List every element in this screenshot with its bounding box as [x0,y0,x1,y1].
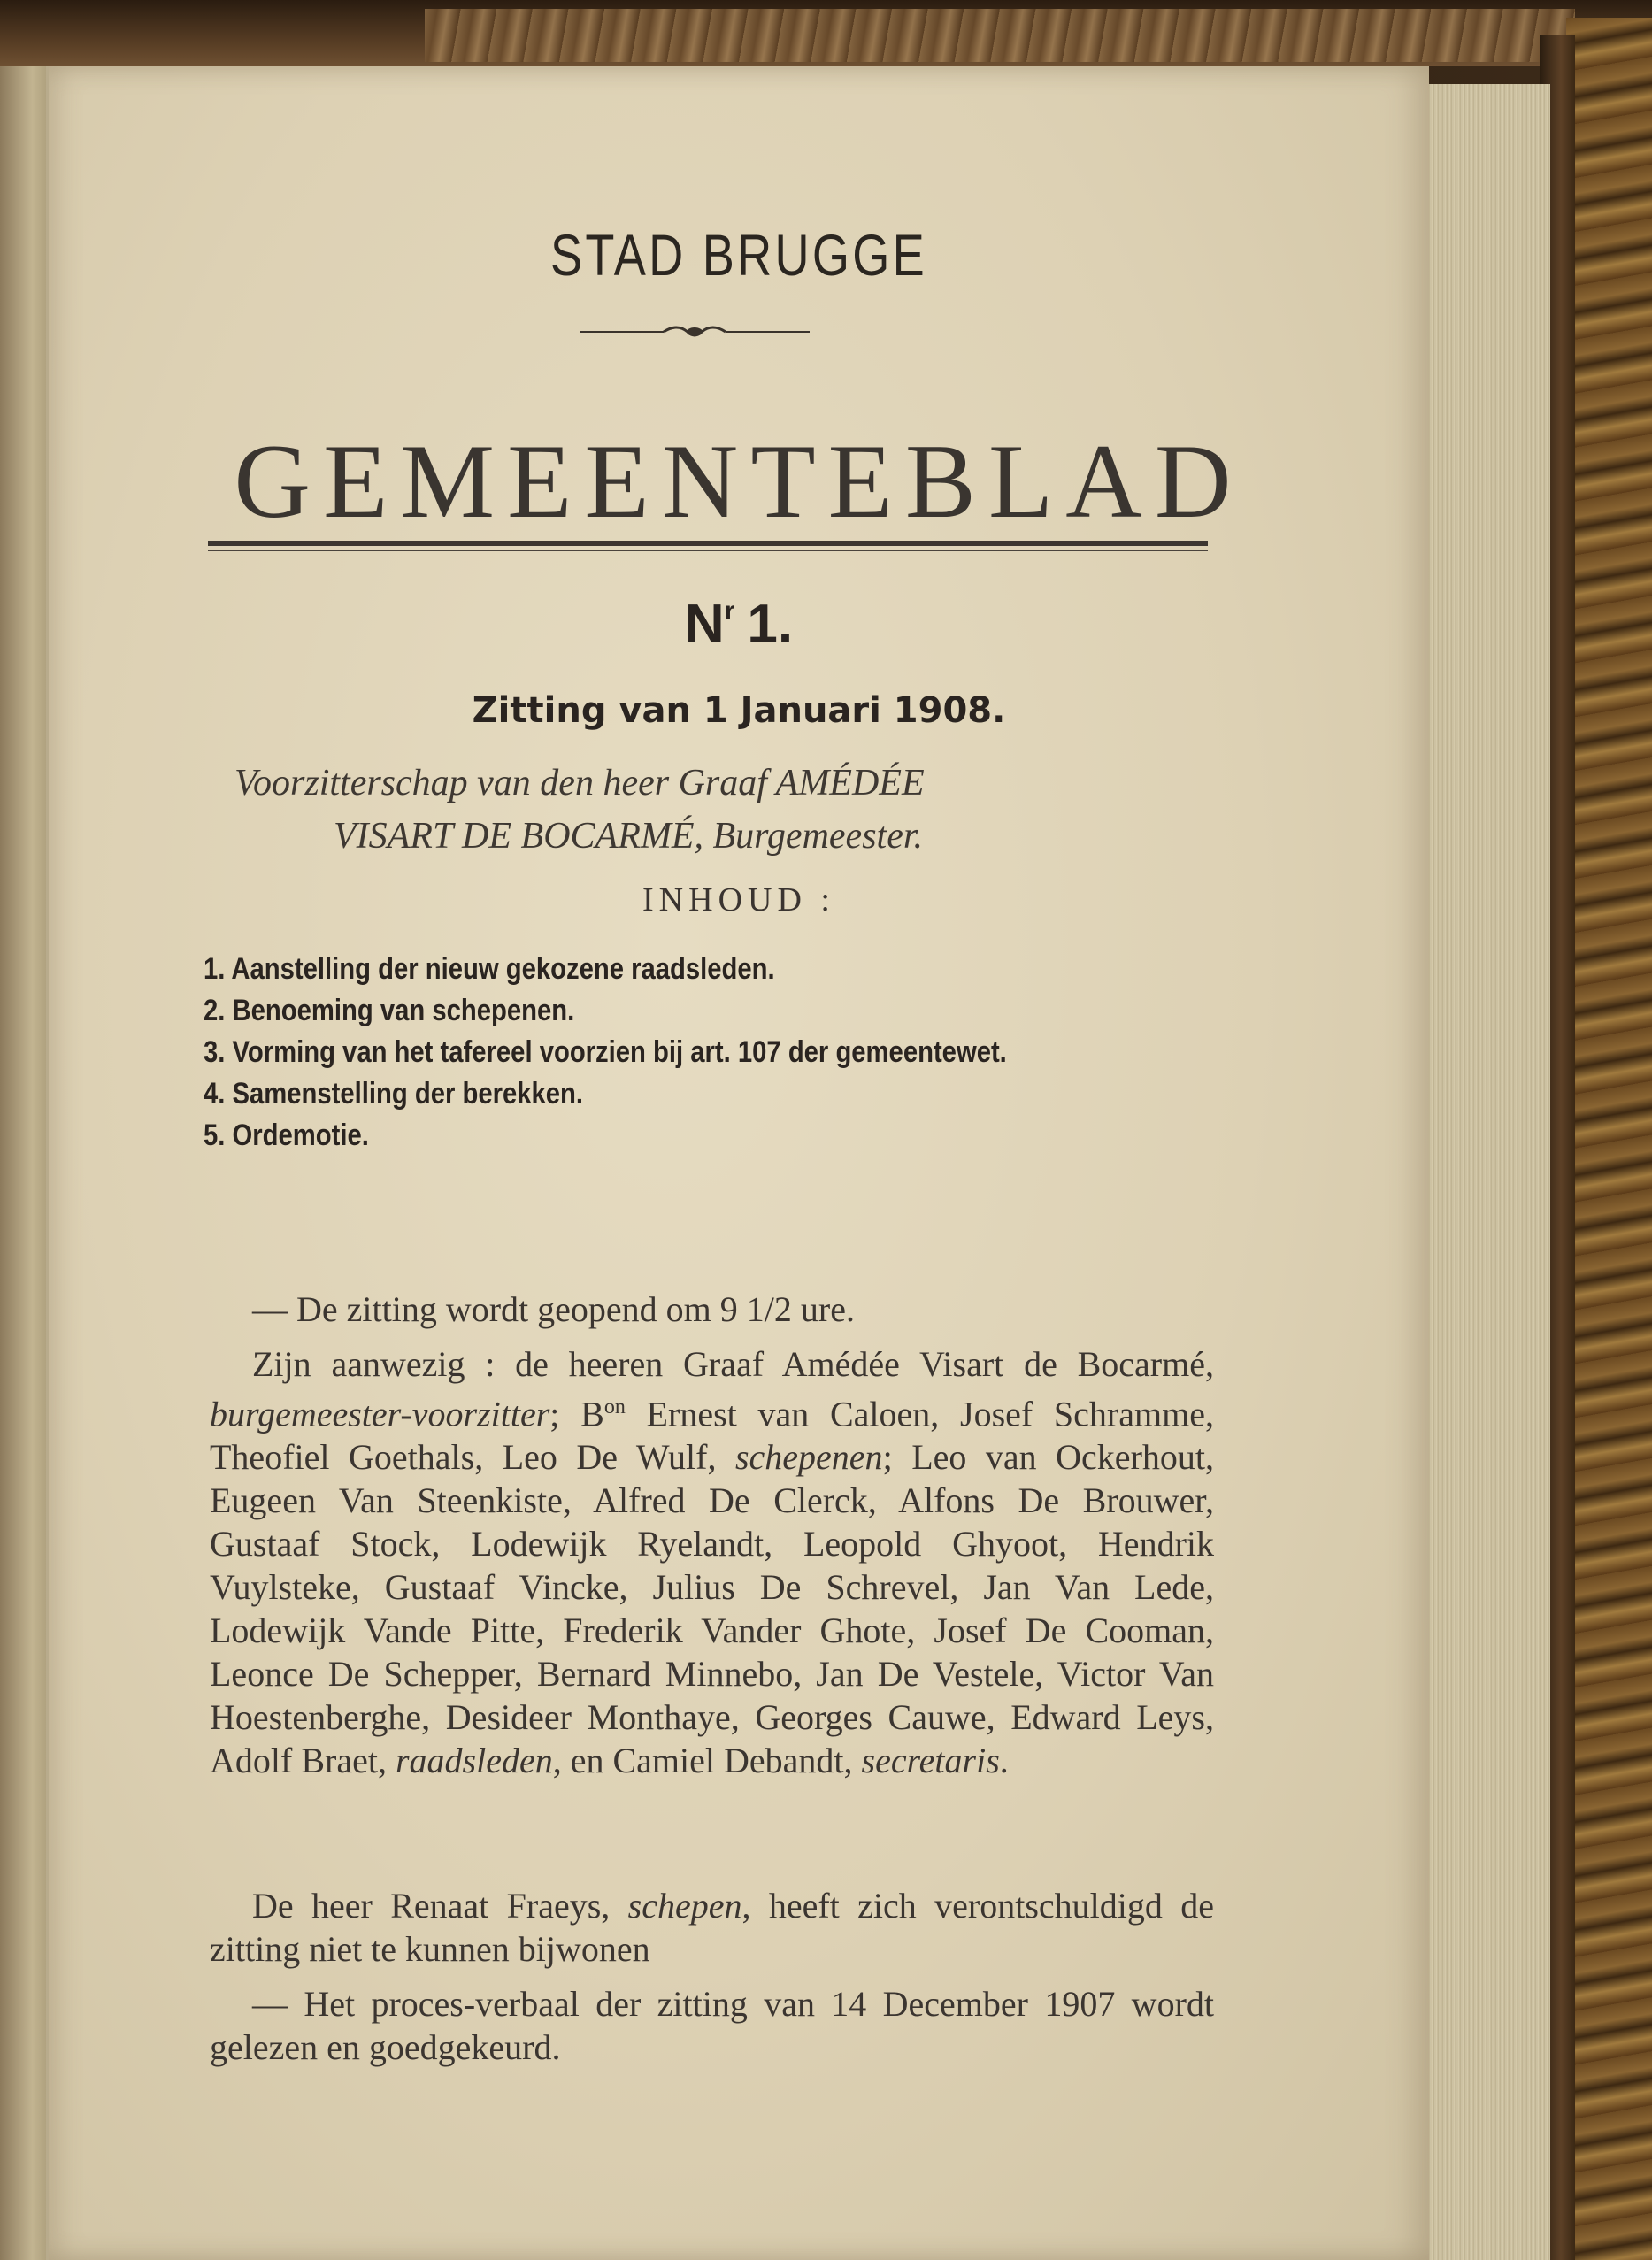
binding-cloth [425,9,1575,62]
role-alderman: schepen [627,1886,742,1926]
issue-number-sup: r [724,596,735,626]
attendance-text-d: ; Leo van Ockerhout, Eugeen Van Steenkiste, Alfred De Clerck, Alfons De Brouwer, Gustaaf Stock, Lodewijk Ryelandt, Leopold Ghyoot, Hendrik Vuylsteke, Gustaaf Vincke, Julius De Schrevel, Jan Van Lede, Lodewijk Vande Pitte, Frederik Vander Ghote, Josef De Cooman, Leonce De Schepper, Bernard Minnebo, Jan De Vestele, Victor Van Hoestenberghe, Desideer Monthaye, Georges Cauwe, Edward Leys, Adolf Braet, [210,1437,1214,1781]
agenda-item: 4. Samenstelling der berekken. [204,1077,584,1111]
issue-number [49,593,1429,656]
agenda-item: 1. Aanstelling der nieuw gekozene raadsleden. [204,952,775,986]
agenda-item: 3. Vorming van het tafereel voorzien bij art. 107 der gemeentewet. [204,1035,1007,1069]
excused-text-b: , heeft zich verontschuldigd de zitting niet te kunnen bijwonen [210,1886,1214,1969]
agenda-list [204,949,1221,1157]
minutes-paragraph: — Het proces-verbaal der zitting van 14 December 1907 wordt gelezen en goedgekeurd. [210,1984,1214,2067]
attendance-text-f: . [999,1741,1009,1781]
excused-paragraph [210,1884,1214,1971]
attendance-text-c: Ernest van Caloen, Josef Schramme, Theofiel Goethals, Leo De Wulf, [210,1394,1214,1478]
page-content [49,66,1429,2260]
ornament-divider-icon [580,321,810,342]
attendance-text-e: , en Camiel Debandt, [552,1741,862,1781]
agenda-item: 2. Benoeming van schepenen. [204,994,575,1027]
attendance-paragraph [210,1342,1214,1782]
excused-text-a: De heer Renaat Fraeys, [252,1886,628,1926]
role-councillors: raadsleden [395,1741,553,1781]
page-stack-edges [1416,84,1550,2260]
chair-line-1: Voorzitterschap van den heer Graaf AMÉDÉE [234,763,925,803]
opening-paragraph: — De zitting wordt geopend om 9 1/2 ure. [252,1289,855,1329]
previous-page-sliver [0,66,46,2260]
agenda-title: INHOUD : [642,881,835,919]
marbled-cover [1566,18,1652,2260]
attendance-text-a: Zijn aanwezig : de heeren Graaf Amédée Visart de Bocarmé, [252,1344,1214,1384]
document-page [46,66,1429,2260]
attendance-text-b: ; B [549,1394,604,1434]
city-heading: STAD BRUGGE [549,222,927,288]
title-rule-thick [208,541,1208,546]
baron-abbrev-sup: on [603,1395,626,1418]
role-mayor: burgemeester-voorzitter [210,1394,550,1434]
publication-title: GEMEENTEBLAD [234,422,1244,540]
role-aldermen: schepenen [734,1437,883,1478]
issue-number-value: 1. [747,594,794,655]
session-title: Zitting van 1 Januari 1908. [472,690,1006,731]
issue-number-prefix: N [684,594,725,655]
chair-line-2: VISART DE BOCARMÉ, Burgemeester. [334,816,924,857]
agenda-item: 5. Ordemotie. [204,1118,369,1152]
title-rule-thin [208,550,1208,551]
role-secretary: secretaris [861,1741,1000,1781]
session-chair [234,757,1208,863]
